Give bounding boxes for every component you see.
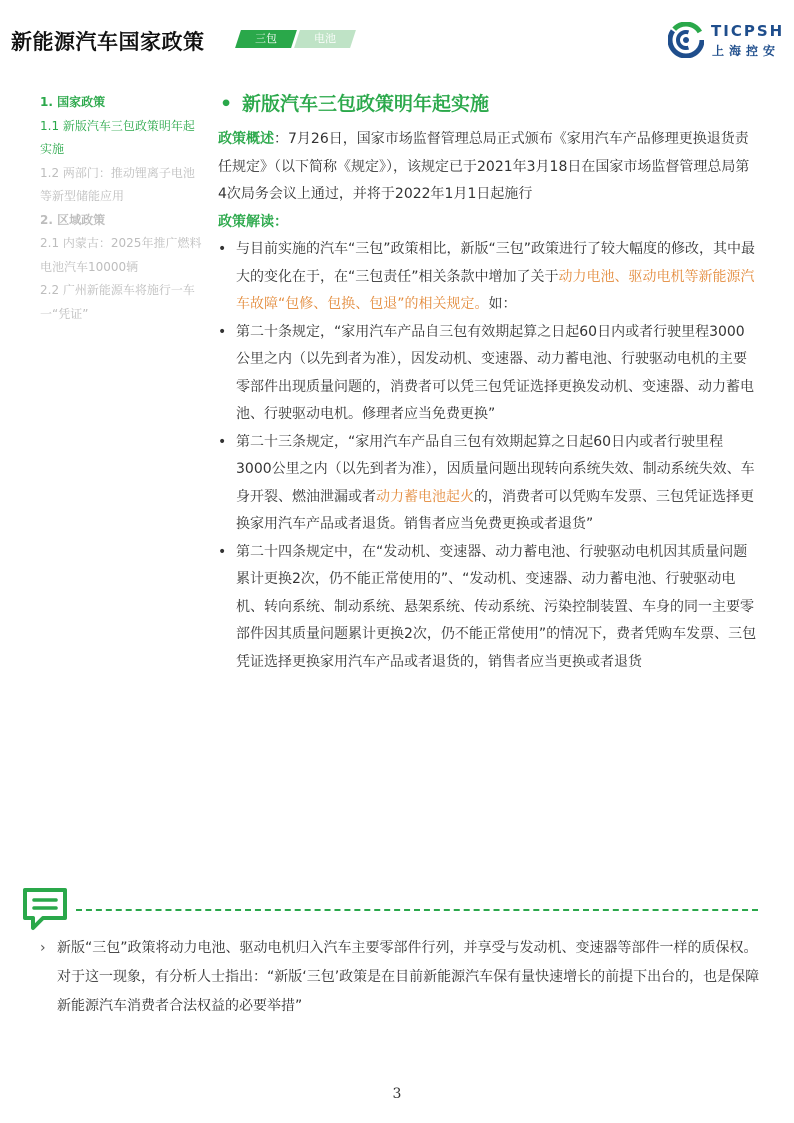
table-of-contents: [40, 91, 202, 326]
toc-item-sanbao-policy[interactable]: 1.1 新版汽车三包政策明年起实施: [40, 118, 195, 156]
page-number: 3: [392, 1086, 402, 1102]
ticpsh-logo-icon: [668, 22, 704, 58]
toc-item-national-policy[interactable]: 1. 国家政策: [40, 95, 106, 109]
overview-text: ：7月26日，国家市场监督管理总局正式颁布《家用汽车产品修理更换退货责任规定》（以下简称《规定》），该规定已于2021年3月18日在国家市场监督管理总局第4次局务会议上通过，并将于2022年1月1日起施行: [218, 131, 750, 202]
main-content: [218, 126, 758, 676]
dashed-divider: [76, 909, 758, 911]
logo-name-cn: 上海控安: [712, 44, 781, 58]
chevron-right-icon: ›: [40, 940, 46, 956]
list-item-text: 第二十四条规定中，在“发动机、变速器、动力蓄电池、行驶驱动电机因其质量问题累计更换2次，仍不能正常使用的”、“发动机、变速器、动力蓄电池、行驶驱动电机、转向系统、制动系统、悬架系统、传动系统、污染控制装置、车身的同一主要零部件因其质量问题累计更换2次，仍不能正常使用”的情况下，费者凭购车发票、三包凭证选择更换家用汽车产品或者退货的，销售者应当更换或者退货: [236, 543, 757, 670]
list-item-text: 第二十条规定，“家用汽车产品自三包有效期起算之日起60日内或者行驶里程3000公里之内（以先到者为准），因发动机、变速器、动力蓄电池、行驶驱动电机的主要零部件出现质量问题的，消费者可以凭三包凭证选择更换发动机、变速器、动力蓄电池、行驶驱动电机。修理者应当免费更换”: [236, 323, 754, 422]
company-logo: [668, 22, 785, 58]
highlight-text: 动力蓄电池起火: [376, 488, 474, 505]
analysis-note: [40, 934, 760, 1021]
toc-item-inner-mongolia[interactable]: 2.1 内蒙古：2025年推广燃料电池汽车10000辆: [40, 236, 202, 274]
overview-label: 政策概述: [218, 131, 274, 147]
toc-item-guangzhou[interactable]: 2.2 广州新能源车将施行一车一“凭证”: [40, 283, 195, 321]
policy-overview: [218, 126, 758, 209]
list-item: [218, 539, 758, 677]
toc-item-energy-storage[interactable]: 1.2 两部门：推动锂离子电池等新型储能应用: [40, 165, 195, 203]
tag-battery-label: 电池: [314, 32, 336, 45]
list-item: [218, 319, 758, 429]
interpretation-list: [218, 236, 758, 676]
list-item: [218, 429, 758, 539]
comment-icon: [21, 886, 69, 932]
interpretation-label: 政策解读：: [218, 213, 288, 230]
page-header-title: 新能源汽车国家政策: [11, 30, 205, 54]
list-item-text-after: 如：: [488, 296, 517, 312]
tag-sanbao-label: 三包: [255, 32, 277, 45]
section-title-text: 新版汽车三包政策明年起实施: [242, 93, 490, 115]
tag-battery[interactable]: [294, 30, 356, 48]
list-item: [218, 236, 758, 319]
logo-name-en: TICPSH: [711, 22, 785, 40]
tag-sanbao[interactable]: [235, 30, 297, 48]
note-text: 新版“三包”政策将动力电池、驱动电机归入汽车主要零部件行列，并享受与发动机、变速器等部件一样的质保权。对于这一现象，有分析人士指出：“新版‘三包’政策是在目前新能源汽车保有量快速增长的前提下出台的，也是保障新能源汽车消费者合法权益的必要举措”: [57, 940, 760, 1014]
section-title: [220, 89, 489, 116]
list-item-text-after: 的，消费者可以凭购车发票、三包凭证选择更换家用汽车产品或者退货。销售者应当免费更换或者退货”: [236, 488, 754, 532]
toc-item-regional-policy[interactable]: 2. 区域政策: [40, 212, 106, 227]
list-item-text: 第二十三条规定，“家用汽车产品自三包有效期起算之日起60日内或者行驶里程3000公里之内（以先到者为准），因质量问题出现转向系统失效、制动系统失效、车身开裂、燃油泄漏或者: [236, 433, 755, 505]
highlight-text: 动力电池、驱动电机等新能源汽车故障“包修、包换、包退”的相关规定。: [236, 268, 755, 312]
list-item-text: 与目前实施的汽车“三包”政策相比，新版“三包”政策进行了较大幅度的修改，其中最大的变化在于，在“三包责任”相关条款中增加了关于: [236, 241, 756, 285]
section-bullet: •: [220, 93, 233, 115]
